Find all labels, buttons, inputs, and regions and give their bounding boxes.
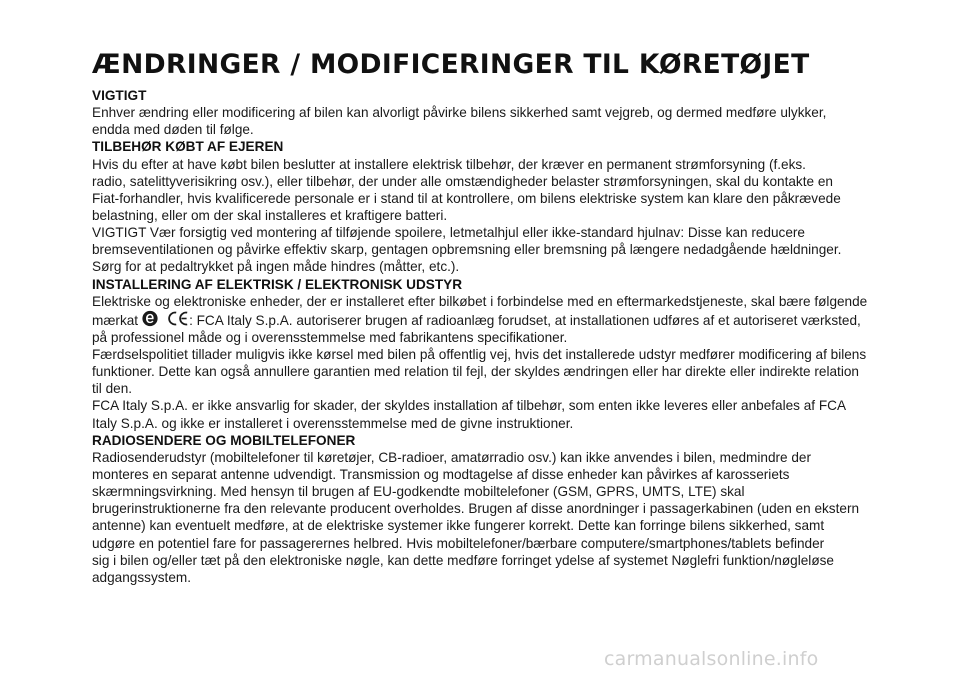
- section-heading-installering: INSTALLERING AF ELEKTRISK / ELEKTRONISK UDSTYR: [92, 276, 463, 292]
- text-line: på professionel måde og i overensstemmelse med fabrikantens specifikationer.: [92, 329, 568, 345]
- text-line: Elektriske og elektroniske enheder, der er installeret efter bilkøbet i forbindelse med en eftermarkedstjeneste, skal bære følgende: [92, 293, 868, 309]
- text-line: brugerinstruktionerne fra den relevante producent overholdes. Brugen af disse anordninger i passagerkabinen (uden en ekstern: [92, 501, 860, 517]
- text-line: Radiosenderudstyr (mobiltelefoner til køretøjer, CB-radioer, amatørradio osv.) kan ikke anvendes i bilen, medmindre der: [92, 449, 812, 465]
- text-line: monteres en separat antenne udvendigt. Transmission og modtagelse af disse enheder kan påvirkes af karosseriets: [92, 466, 790, 482]
- text-line: endda med døden til følge.: [92, 122, 254, 138]
- text-line: bremseventilationen og påvirke effektiv skarp, gentagen opbremsning eller bremsning på længere nedadgående hældninger.: [92, 242, 842, 258]
- section-heading-vigtigt: VIGTIGT: [92, 88, 147, 103]
- text-line: FCA Italy S.p.A. er ikke ansvarlig for skader, der skyldes installation af tilbehør, som enten ikke leveres eller anbefales af FCA: [92, 398, 847, 414]
- text-line: til den.: [92, 381, 133, 397]
- text-line-with-marks: [92, 310, 892, 329]
- text-line: Fiat-forhandler, hvis kvalificerede personale er i stand til at kontrollere, om bilens elektriske system kan klare den påkrævede: [92, 190, 841, 206]
- text-line: skærmningsvirkning. Med hensyn til brugen af EU-godkendte mobiltelefoner (GSM, GPRS, UMTS, LTE) skal: [92, 484, 745, 500]
- text-line: Italy S.p.A. og ikke er installeret i overensstemmelse med de givne instruktioner.: [92, 415, 574, 431]
- ce-mark-icon: [167, 310, 189, 327]
- text-line: radio, satelittyverisikring osv.), eller tilbehør, der under alle omstændigheder belaster strømforsyningen, skal du kontakte en: [92, 173, 833, 189]
- page-title: ÆNDRINGER / MODIFICERINGER TIL KØRETØJET: [92, 49, 810, 80]
- text-line: sig i bilen og/eller tæt på den elektroniske nøgle, kan dette medføre forringet ydelse af systemet Nøglefri funktion/nøgleløse: [92, 552, 834, 568]
- text-line: Hvis du efter at have købt bilen beslutter at installere elektrisk tilbehør, der kræver en permanent strømforsyning (f.eks.: [92, 156, 806, 172]
- text-line: belastning, eller om der skal installeres et kraftigere batteri.: [92, 207, 448, 223]
- text-line: VIGTIGT Vær forsigtig ved montering af tilføjende spoilere, letmetalhjul eller ikke-standard hjulnav: Disse kan reducere: [92, 225, 805, 241]
- text-line: funktioner. Dette kan også annullere garantien med relation til fejl, der skyldes ændringen eller har direkte eller indirekte relation: [92, 364, 859, 380]
- page-content: [92, 87, 892, 586]
- text-line: adgangssystem.: [92, 569, 191, 585]
- text-line: antenne) kan eventuelt medføre, at de elektriske systemer ikke fungerer korrekt. Dette kan forringe bilens sikkerhed, samt: [92, 518, 825, 534]
- text-line: udgøre en potentiel fare for passagerernes helbred. Hvis mobiltelefoner/bærbare computere/smartphones/tablets befinder: [92, 535, 825, 551]
- text-line: Sørg for at pedaltrykket på ingen måde hindres (måtter, etc.).: [92, 259, 460, 275]
- section-heading-tilbehor: TILBEHØR KØBT AF EJEREN: [92, 139, 284, 155]
- mark-prefix: mærkat: [92, 312, 139, 328]
- watermark-text: carmanualsonline.info: [604, 648, 819, 670]
- text-line: Færdselspolitiet tillader muligvis ikke kørsel med bilen på offentlig vej, hvis det installerede udstyr medfører modificering af bilens: [92, 346, 867, 362]
- text-line: Enhver ændring eller modificering af bilen kan alvorligt påvirke bilens sikkerhed samt vejgreb, og dermed medføre ulykker,: [92, 105, 827, 121]
- mark-suffix: : FCA Italy S.p.A. autoriserer brugen af radioanlæg forudset, at installationen udføres af et autoriseret værksted,: [189, 312, 861, 328]
- section-heading-radio: RADIOSENDERE OG MOBILTELEFONER: [92, 432, 356, 448]
